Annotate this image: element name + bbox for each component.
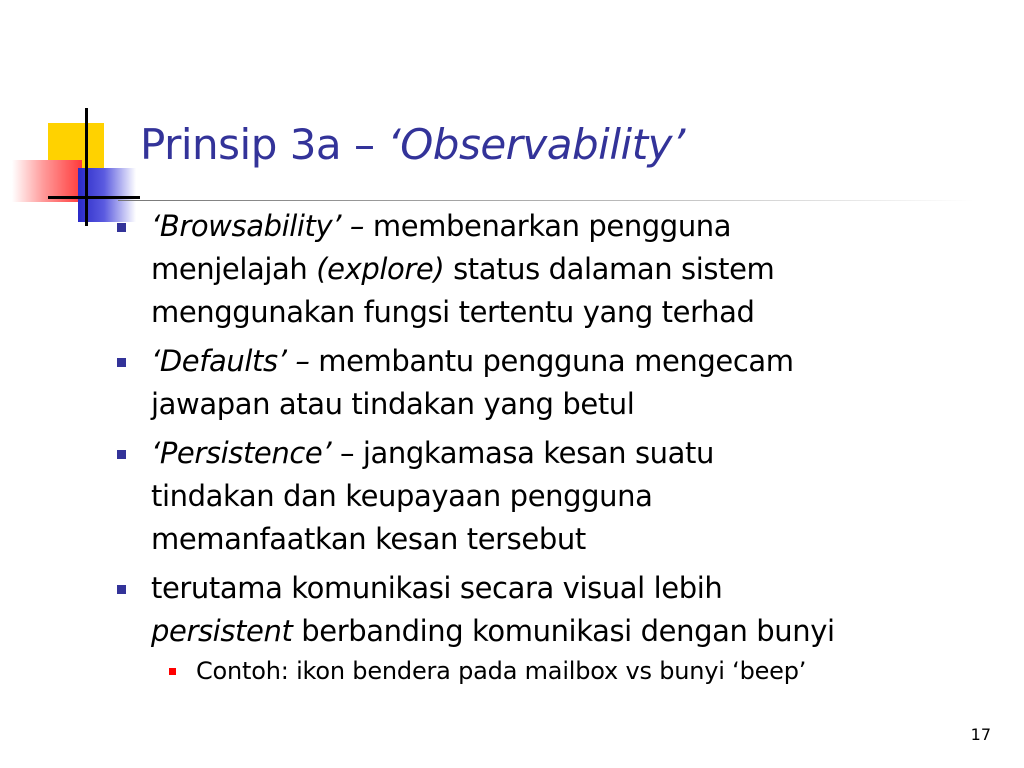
- bullet-item-browsability: [110, 205, 1010, 334]
- square-bullet-icon: [117, 450, 126, 459]
- bullet-text: membantu pengguna mengecam: [309, 344, 794, 378]
- bullet-item-defaults: [110, 340, 1010, 426]
- bullet-line: memanfaatkan kesan tersebut: [151, 522, 586, 556]
- bullet-italic-text: (explore): [316, 252, 445, 286]
- bullet-line: tindakan dan keupayaan pengguna: [151, 479, 653, 513]
- bullet-text: berbanding komunikasi dengan bunyi: [292, 614, 835, 648]
- bullet-line: terutama komunikasi secara visual lebih: [151, 571, 723, 605]
- bullet-line: jawapan atau tindakan yang betul: [151, 387, 635, 421]
- decorative-logo: [0, 0, 160, 240]
- title-divider: [118, 200, 974, 201]
- bullet-item-persistence: [110, 432, 1010, 561]
- square-bullet-icon: [117, 358, 126, 367]
- bullet-text: menjelajah: [151, 252, 317, 286]
- bullet-line: [151, 340, 1010, 383]
- square-bullet-icon: [117, 223, 126, 232]
- slide-title-plain: Prinsip 3a –: [140, 120, 388, 169]
- bullet-text: – jangkamasa kesan suatu: [331, 436, 714, 470]
- logo-horizontal-line: [48, 196, 140, 199]
- slide-body: [110, 205, 1010, 695]
- logo-vertical-line: [85, 108, 88, 226]
- bullet-term: ‘Defaults’ –: [151, 344, 310, 378]
- bullet-item-visual-communication: [110, 567, 1010, 689]
- page-number: 17: [970, 725, 991, 744]
- bullet-text: status dalaman sistem: [444, 252, 775, 286]
- slide-title: [140, 120, 685, 169]
- bullet-line: [151, 248, 1010, 291]
- sub-bullet-text: Contoh: ikon bendera pada mailbox vs bunyi ‘beep’: [196, 657, 807, 685]
- bullet-text: membenarkan pengguna: [364, 209, 732, 243]
- bullet-line: menggunakan fungsi tertentu yang terhad: [151, 295, 755, 329]
- bullet-list: [110, 205, 1010, 689]
- sub-bullet-item: [151, 653, 1010, 689]
- bullet-line: [151, 610, 1010, 653]
- slide-title-italic: ‘Observability’: [387, 120, 685, 169]
- small-square-bullet-icon: [169, 668, 176, 675]
- bullet-term: ‘Browsability’ –: [151, 209, 365, 243]
- bullet-line: [151, 205, 1010, 248]
- bullet-term: ‘Persistence’: [151, 436, 332, 470]
- sub-bullet-list: [151, 653, 1010, 689]
- bullet-line: [151, 432, 1010, 475]
- bullet-italic-text: persistent: [151, 614, 293, 648]
- square-bullet-icon: [117, 585, 126, 594]
